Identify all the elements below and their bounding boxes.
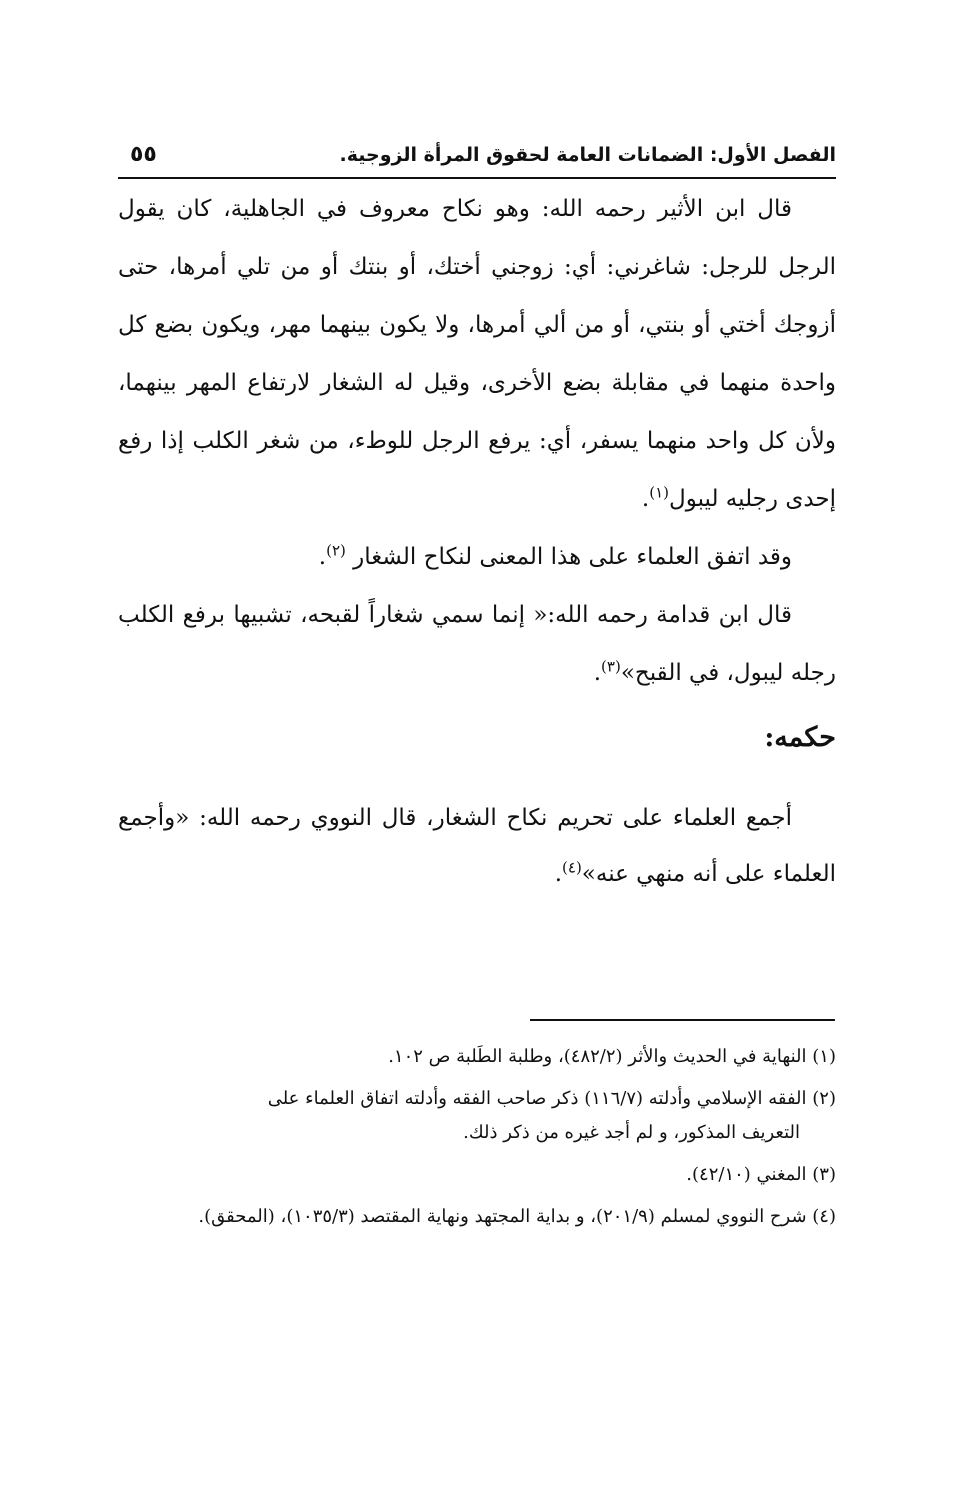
footnote-separator [530, 1019, 835, 1021]
header-rule [118, 177, 836, 179]
footnote-ref-2: (٢) [326, 541, 346, 560]
footnote-2-line-1: (٢) الفقه الإسلامي وأدلته (١١٦/٧) ذكر صاحب الفقه وأدلته اتفاق العلماء على [267, 1088, 836, 1109]
ruling-text [118, 790, 836, 902]
footnote-ref-4: (٤) [562, 858, 582, 877]
running-header [118, 140, 836, 176]
footnote-2 [118, 1082, 836, 1150]
chapter-title: الفصل الأول: الضمانات العامة لحقوق المرأة الزوجية. [339, 144, 836, 166]
footnote-2-line-2: التعريف المذكور، و لم أجد غيره من ذكر ذلك. [463, 1122, 800, 1143]
footnote-ref-1: (١) [649, 483, 669, 502]
paragraph-ibn-qudama: قال ابن قدامة رحمه الله:« إنما سمي شغاراً لقبحه، تشبيها برفع الكلب رجله ليبول، في القبح»$^{(٣)}$. [118, 602, 836, 686]
section-heading: حكمه: [764, 722, 836, 753]
paragraph-definition: قال ابن الأثير رحمه الله: وهو نكاح معروف في الجاهلية، كان يقول الرجل للرجل: شاغرني: أي: زوجني أختك، أو بنتك أو من تلي أمرها، حتى أزوجك أختي أو بنتي، أو من ألي أمرها، ولا يكون بينهما مهر، ويكون بضع كل واحدة منهما في مقابلة بضع الأخرى، وقيل له الشغار لارتفاع المهر بينهما، ولأن كل واحد منهما يسفر، أي: يرفع الرجل للوطء، من شغر الكلب إذا رفع إحدى رجليه ليبول$^{(١)}$. [118, 196, 836, 512]
paragraph-definition-text: قال ابن الأثير رحمه الله: وهو نكاح معروف في الجاهلية، كان يقول الرجل للرجل: شاغرني: أي: زوجني أختك، أو بنتك أو من تلي أمرها، حتى أزوجك أختي أو بنتي، أو من ألي أمرها، ولا يكون بينهما مهر، ويكون بضع كل واحدة منهما في مقابلة بضع الأخرى، وقيل له الشغار لارتفاع المهر بينهما، ولأن كل واحد منهما يسفر، أي: يرفع الرجل للوطء، من شغر الكلب إذا رفع إحدى رجليه ليبول [118, 196, 836, 512]
footnote-1: (١) النهاية في الحديث والأثر (٤٨٢/٢)، وطلبة الطَلبة ص ١٠٢. [388, 1046, 836, 1067]
main-text [118, 180, 836, 702]
paragraph-agreement-text: وقد اتفق العلماء على هذا المعنى لنكاح الشغار [353, 544, 792, 570]
footnotes [118, 1040, 836, 1242]
paragraph-ruling: أجمع العلماء على تحريم نكاح الشغار، قال النووي رحمه الله: «وأجمع العلماء على أنه منهي عنه»$^{(٤)}$. [118, 805, 836, 887]
paragraph-agreement: وقد اتفق العلماء على هذا المعنى لنكاح الشغار $^{(٢)}$. [318, 541, 792, 570]
footnote-4: (٤) شرح النووي لمسلم (٢٠١/٩)، و بداية المجتهد ونهاية المقتصد (١٠٣٥/٣)، (المحقق). [198, 1206, 836, 1227]
paragraph-ibn-qudama-text: قال ابن قدامة رحمه الله:« إنما سمي شغاراً لقبحه، تشبيها برفع الكلب رجله ليبول، في القبح» [118, 602, 836, 686]
footnote-3: (٣) المغني (٤٢/١٠). [686, 1164, 836, 1185]
paragraph-ruling-text: أجمع العلماء على تحريم نكاح الشغار، قال النووي رحمه الله: «وأجمع العلماء على أنه منهي عنه» [118, 805, 836, 887]
footnote-ref-3: (٣) [601, 657, 621, 676]
page-number: ٥٥ [130, 142, 157, 167]
